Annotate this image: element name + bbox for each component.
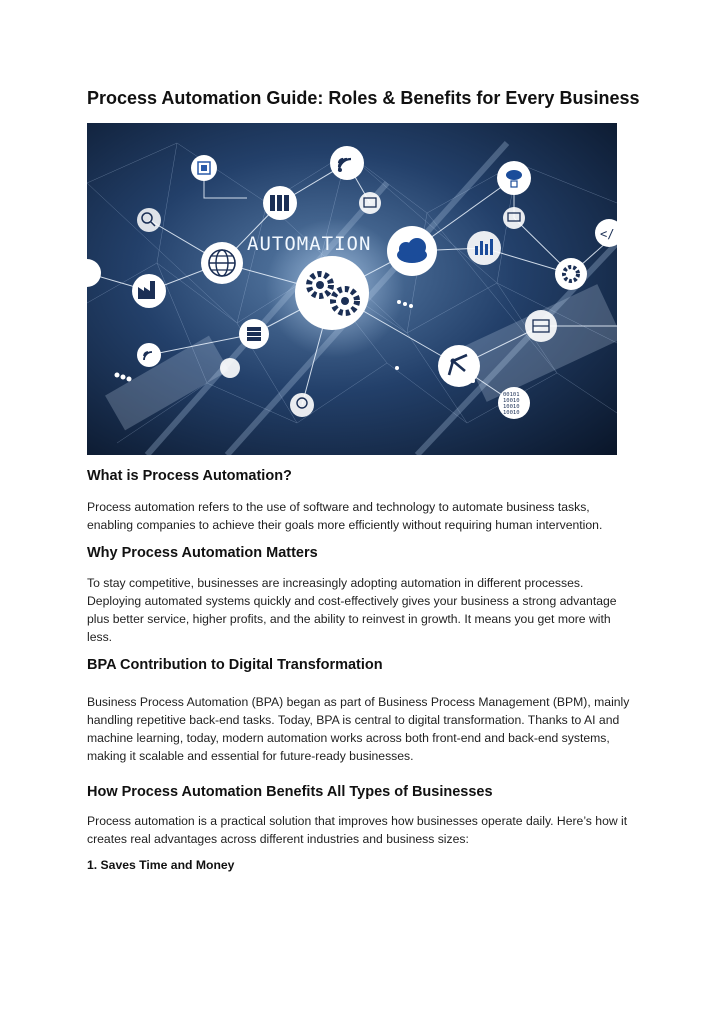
section-heading: BPA Contribution to Digital Transformation <box>87 657 383 673</box>
network-board-icon <box>525 310 557 342</box>
binary-line-4: 10010 <box>503 410 520 416</box>
section-heading: How Process Automation Benefits All Types of Businesses <box>87 784 493 800</box>
network-tree-icon <box>359 192 381 214</box>
section-heading: What is Process Automation? <box>87 468 292 484</box>
subsection-heading: 1. Saves Time and Money <box>87 858 235 872</box>
chip-icon <box>191 155 217 181</box>
wifi-small-icon <box>137 343 161 367</box>
section-paragraph: To stay competitive, businesses are increasingly adopting automation in different processes. Deploying automated systems quickly and cost-effectively gives your business a strong advantage plus better service, higher profits, and the ability to reinvest in growth. It means you get more with less. <box>87 576 617 644</box>
idea-bulb-icon <box>290 393 314 417</box>
binary-line-1: 00101 <box>503 392 520 398</box>
svg-text:</: </ <box>600 227 615 241</box>
section-heading: Why Process Automation Matters <box>87 545 318 561</box>
bar-chart-icon <box>467 231 501 265</box>
globe-icon <box>201 242 243 284</box>
article-body <box>87 466 632 874</box>
document-title: Process Automation Guide: Roles & Benefits for Every Business <box>87 88 640 108</box>
binary-line-2: 10010 <box>503 398 520 404</box>
search-icon <box>137 208 161 232</box>
settings-gear-icon <box>555 258 587 290</box>
factory-icon <box>132 274 166 308</box>
hero-image <box>87 123 617 455</box>
binary-line-3: 10010 <box>503 404 520 410</box>
gears-icon <box>295 256 369 330</box>
hero-automation-text: AUTOMATION <box>247 233 372 255</box>
database-icon <box>239 319 269 349</box>
server-racks-icon <box>263 186 297 220</box>
section-paragraph: Process automation refers to the use of software and technology to automate business tasks, enabling companies to achieve their goals more efficiently without requiring human intervention. <box>87 500 603 532</box>
cloud-small-icon <box>497 161 531 195</box>
monitor-icon <box>503 207 525 229</box>
section-paragraph: Process automation is a practical solution that improves how businesses operate daily. Here’s how it creates real advantages across different industries and business sizes: <box>87 814 628 846</box>
wifi-icon <box>330 146 364 180</box>
cloud-icon <box>387 226 437 276</box>
section-paragraph: Business Process Automation (BPA) began as part of Business Process Management (BPM), mainly handling repetitive back-end tasks. Today, BPA is central to digital transformation. Thanks to AI and machine learning, today, modern automation works across both front-end and back-end systems, making it scalable and essential for future-ready businesses. <box>87 695 630 763</box>
link-icon <box>220 358 240 378</box>
binary-code-icon <box>498 387 530 419</box>
